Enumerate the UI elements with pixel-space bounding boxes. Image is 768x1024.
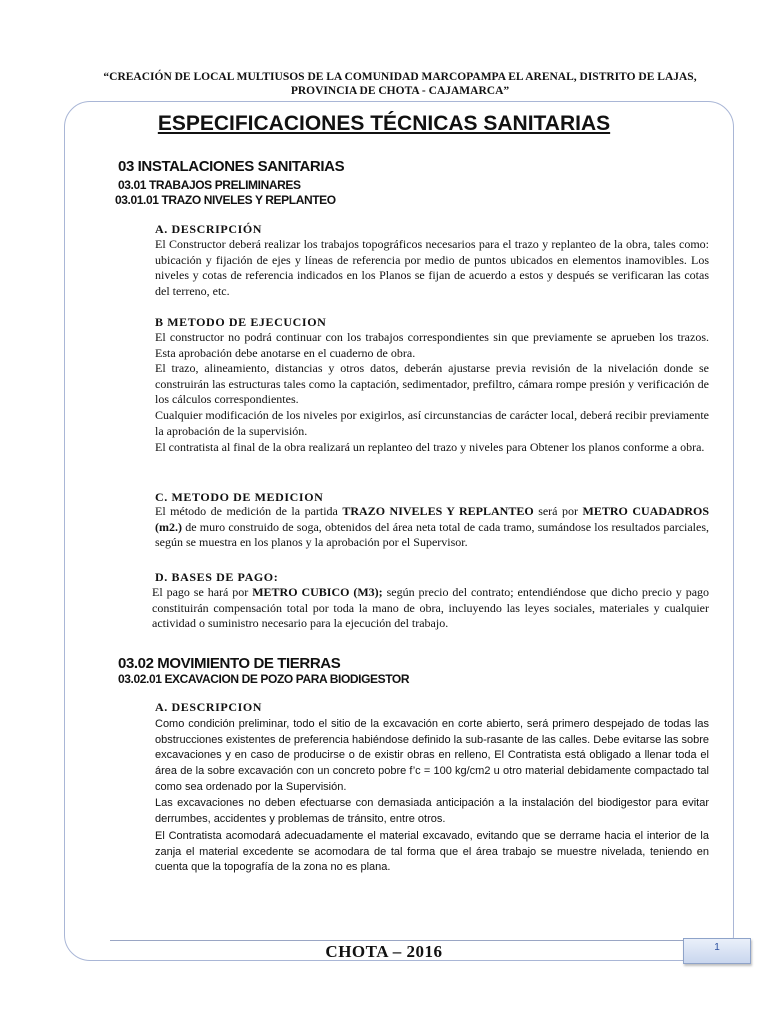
footer-divider: [110, 940, 685, 941]
paragraph-descripcion: El Constructor deberá realizar los trabajos topográficos necesarios para el trazo y replanteo de la obra, tales como: ubicación y fijación de ejes y líneas de referencia por medio de puntos ubicados en elementos inamovibles. Los niveles y cotas de referencia indicados en los Planos se fijan de acuerdo a estos y después se verificaran las cotas del terreno, etc.: [155, 237, 709, 298]
subsection-heading-0301: 03.01 TRABAJOS PRELIMINARES: [118, 178, 301, 192]
item-title-bases-pago: D. BASES DE PAGO:: [155, 570, 279, 584]
pago-text-post: según precio del contrato; entendiéndose que dicho precio y pago constituirán compensación total por toda la mano de obra, incluyendo las leyes sociales, materiales y cualquier actividad o suministro necesario para la ejecución del trabajo.: [152, 585, 710, 631]
item-title-metodo-ejecucion: B METODO DE EJECUCION: [155, 315, 327, 329]
paragraph-excavacion-2: Las excavaciones no deben efectuarse con demasiada anticipación a la instalación del biodigestor para evitar derrumbes, accidentes y problemas de tránsito, entre otros.: [155, 797, 709, 825]
paragraph-ejecucion-2: El trazo, alineamiento, distancias y otros datos, deberán ajustarse previa revisión de la nivelación donde se construirán las estructuras tales como la captación, sedimentador, prefiltro, cámara rompe presión y verificación de los cálculos correspondientes.: [155, 361, 709, 407]
footer-location-year: CHOTA – 2016: [325, 942, 443, 961]
paragraph-ejecucion-4: El contratista al final de la obra realizará un replanteo del trazo y niveles para Obtener los planos conforme a obra.: [155, 440, 705, 454]
medicion-text-mid: será por: [538, 504, 578, 518]
page-number: 1: [714, 942, 720, 953]
subsection-heading-030101: 03.01.01 TRAZO NIVELES Y REPLANTEO: [115, 193, 336, 207]
section-heading-03: 03 INSTALACIONES SANITARIAS: [118, 158, 345, 175]
paragraph-ejecucion-3: Cualquier modificación de los niveles por exigirlos, así circunstancias de carácter local, deberá recibir previamente la aprobación de la supervisión.: [155, 408, 709, 438]
item-title-metodo-medicion: C. METODO DE MEDICION: [155, 490, 324, 504]
paragraph-medicion: [155, 504, 709, 551]
project-title: [70, 70, 730, 98]
pago-unit: METRO CUBICO (M3);: [252, 585, 383, 599]
subsection-heading-030201: 03.02.01 EXCAVACION DE POZO PARA BIODIGESTOR: [118, 672, 410, 686]
item-title-descripcion-0302: A. DESCRIPCION: [155, 700, 263, 714]
medicion-text-pre: El método de medición de la partida: [155, 504, 338, 518]
project-title-line2: PROVINCIA DE CHOTA - CAJAMARCA”: [290, 85, 510, 97]
project-title-line1: “CREACIÓN DE LOCAL MULTIUSOS DE LA COMUNIDAD MARCOPAMPA EL ARENAL, DISTRITO DE LAJAS,: [103, 71, 697, 83]
item-title-descripcion: A. DESCRIPCIÓN: [155, 222, 263, 236]
medicion-unit: METRO CUADADROS (m2.): [155, 504, 709, 534]
paragraph-excavacion-1: Como condición preliminar, todo el sitio de la excavación en corte abierto, será primero despejado de todas las obstrucciones existentes de preferencia habiéndose definido la sub-rasante de las calles. Debe evitarse las sobre excavaciones y en caso de producirse o de existir obras en relleno, El Contratista está obligado a llenar toda el área de la sobre excavación con un concreto pobre f’c = 100 kg/cm2 u otro material debidamente compactado tal como sea ordenado por la Supervisión.: [155, 718, 709, 793]
medicion-text-post: de muro construido de soga, obtenidos del área neta total de cada tramo, sumándose los resultados parciales, según se muestra en los planos y la aprobación por el Supervisor.: [155, 519, 710, 550]
medicion-partida-name: TRAZO NIVELES Y REPLANTEO: [342, 504, 534, 518]
page-number-box: [683, 938, 751, 964]
paragraph-ejecucion-1: El constructor no podrá continuar con los trabajos correspondientes sin que previamente se aprueben los trazos. Esta aprobación debe anotarse en el cuaderno de obra.: [155, 330, 709, 360]
pago-text-pre: El pago se hará por: [152, 585, 249, 599]
paragraph-excavacion-3: El Contratista acomodará adecuadamente el material excavado, evitando que se derrame hacia el interior de la zanja el material excedente se acomodara de tal forma que el área trabajo se muestre nivelada, teniendo en cuenta que la topografía de la zona no es plana.: [155, 830, 709, 874]
document-title: ESPECIFICACIONES TÉCNICAS SANITARIAS: [157, 112, 611, 135]
section-heading-0302: 03.02 MOVIMIENTO DE TIERRAS: [118, 655, 341, 672]
paragraph-bases-pago: [152, 585, 709, 632]
